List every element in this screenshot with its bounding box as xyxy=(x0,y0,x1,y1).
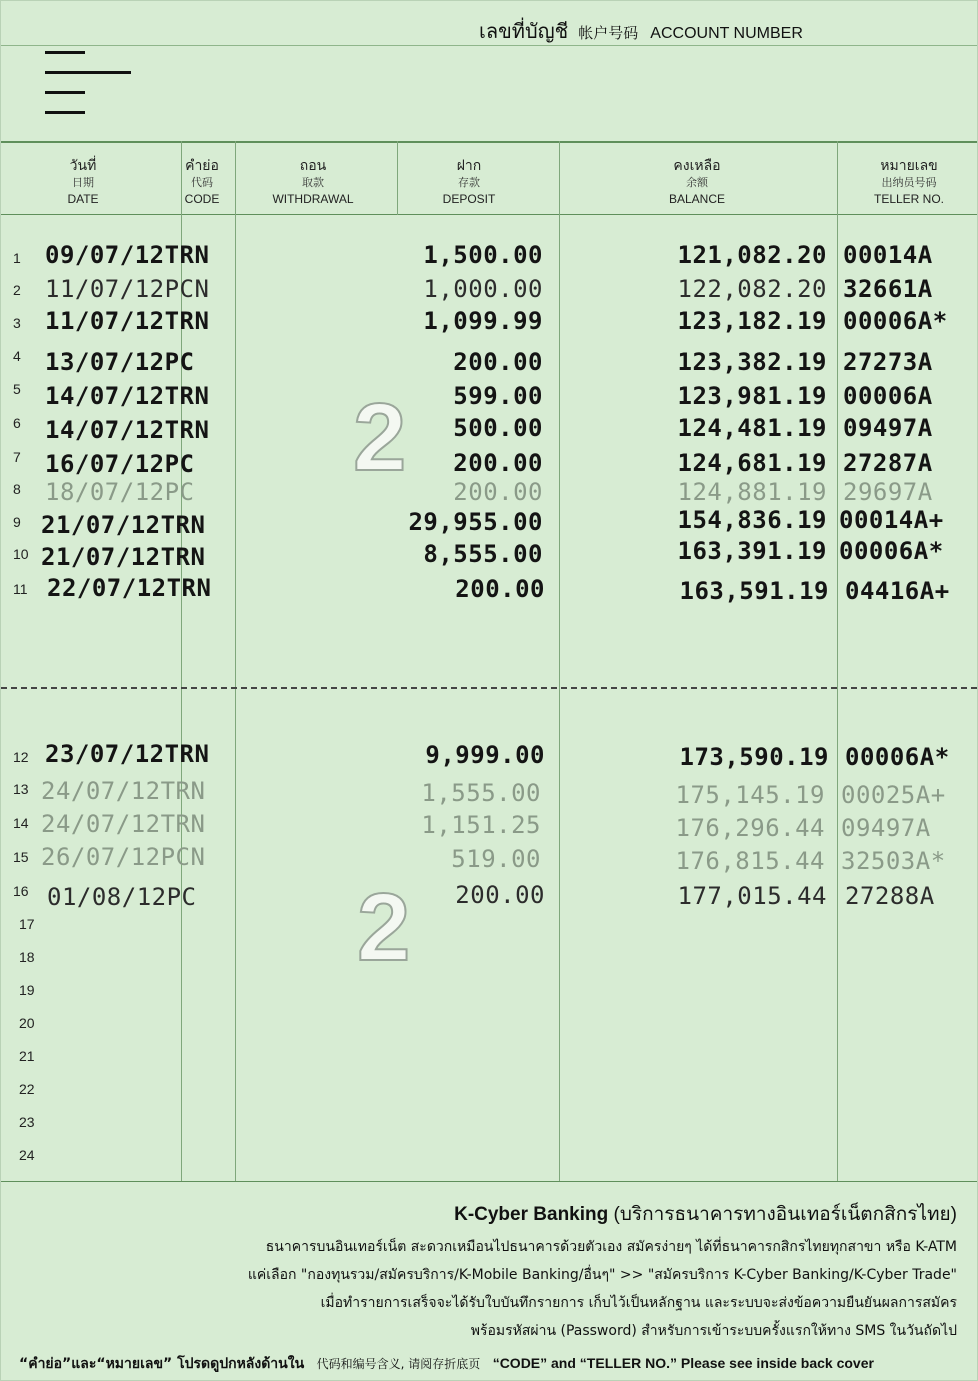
row-number: 7 xyxy=(13,449,21,465)
header-withdrawal-zh: 取款 xyxy=(302,177,324,189)
row-number: 10 xyxy=(13,546,29,562)
row-deposit: 8,555.00 xyxy=(423,540,543,568)
table-bottom-rule xyxy=(1,1181,977,1182)
row-teller: 04416A+ xyxy=(845,577,950,605)
row-teller: 00006A* xyxy=(843,307,948,335)
row-teller: 27288A xyxy=(845,882,935,910)
row-balance: 163,391.19 xyxy=(677,537,827,565)
header-deposit-zh: 存款 xyxy=(458,177,480,189)
bank-mark-icon xyxy=(45,51,135,121)
row-deposit: 1,555.00 xyxy=(421,779,541,807)
row-balance: 173,590.19 xyxy=(679,743,829,771)
row-date-code: 11/07/12TRN xyxy=(45,307,210,335)
row-balance: 123,981.19 xyxy=(677,382,827,410)
column-header-date xyxy=(53,157,113,207)
row-deposit: 200.00 xyxy=(453,478,543,506)
header-date-zh: 日期 xyxy=(72,177,94,189)
row-teller: 00025A+ xyxy=(841,781,946,809)
page-mark-bottom: 2 xyxy=(357,874,411,981)
row-balance: 124,681.19 xyxy=(677,449,827,477)
row-balance: 176,815.44 xyxy=(675,847,825,875)
empty-row-number: 17 xyxy=(19,916,35,932)
table-top-rule xyxy=(1,141,977,143)
row-date-code: 09/07/12TRN xyxy=(45,241,210,269)
row-deposit: 200.00 xyxy=(455,575,545,603)
row-date-code: 14/07/12TRN xyxy=(45,382,210,410)
row-balance: 177,015.44 xyxy=(677,882,827,910)
row-deposit: 500.00 xyxy=(453,414,543,442)
header-code-zh: 代码 xyxy=(191,177,213,189)
row-number: 8 xyxy=(13,481,21,497)
row-date-code: 11/07/12PCN xyxy=(45,275,210,303)
header-date-en: DATE xyxy=(67,192,99,206)
header-withdrawal-th: ถอน xyxy=(299,158,327,174)
account-label-th: เลขที่บัญชี xyxy=(479,19,569,43)
column-header-withdrawal xyxy=(251,157,375,207)
bottom-note-en: “CODE” and “TELLER NO.” Please see inside back cover xyxy=(492,1355,874,1371)
empty-row-number: 24 xyxy=(19,1147,35,1163)
row-teller: 32503A* xyxy=(841,847,946,875)
col-divider-withdrawal xyxy=(397,141,398,215)
account-number-label xyxy=(479,15,803,47)
row-balance: 176,296.44 xyxy=(675,814,825,842)
row-balance: 154,836.19 xyxy=(677,506,827,534)
footer-line: เมื่อทำรายการเสร็จจะได้รับใบบันทึกรายการ เก็บไว้เป็นหลักฐาน และระบบจะส่งข้อความยืนยันผลการสมัคร xyxy=(320,1295,957,1311)
footer-title-rest: (บริการธนาคารทางอินเทอร์เน็ตกสิกรไทย) xyxy=(613,1204,957,1225)
row-date-code: 13/07/12PC xyxy=(45,348,195,376)
row-number: 4 xyxy=(13,348,21,364)
row-balance: 123,182.19 xyxy=(677,307,827,335)
header-bottom-rule xyxy=(1,214,977,215)
row-teller: 27287A xyxy=(843,449,933,477)
row-number: 1 xyxy=(13,250,21,266)
row-deposit: 200.00 xyxy=(453,449,543,477)
row-number: 16 xyxy=(13,883,29,899)
row-deposit: 9,999.00 xyxy=(425,741,545,769)
row-date-code: 21/07/12TRN xyxy=(41,511,206,539)
column-header-code xyxy=(171,157,233,207)
empty-row-number: 23 xyxy=(19,1114,35,1130)
row-date-code: 16/07/12PC xyxy=(45,450,195,478)
col-divider-deposit xyxy=(559,141,560,1181)
footer-line: แค่เลือก "กองทุนรวม/สมัครบริการ/K-Mobile Banking/อื่นๆ" >> "สมัครบริการ K-Cyber Banking/K-Cyber Trade" xyxy=(247,1267,957,1283)
row-number: 12 xyxy=(13,749,29,765)
row-teller: 29697A xyxy=(843,478,933,506)
row-number: 2 xyxy=(13,282,21,298)
row-balance: 175,145.19 xyxy=(675,781,825,809)
header-balance-en: BALANCE xyxy=(668,192,726,206)
row-balance: 122,082.20 xyxy=(677,275,827,303)
empty-row-number: 22 xyxy=(19,1081,35,1097)
bottom-note xyxy=(19,1353,874,1375)
footer-title-bold: K-Cyber Banking xyxy=(454,1204,609,1225)
row-deposit: 200.00 xyxy=(455,881,545,909)
row-balance: 123,382.19 xyxy=(677,348,827,376)
row-teller: 00006A xyxy=(843,382,933,410)
header-teller-th: หมายเลข xyxy=(880,158,938,174)
header-code-th: คำย่อ xyxy=(185,158,219,174)
footer-line: พร้อมรหัสผ่าน (Password) สำหรับการเข้าระบบครั้งแรกให้ทาง SMS ในวันถัดไป xyxy=(470,1323,957,1339)
row-balance: 124,481.19 xyxy=(677,414,827,442)
row-date-code: 24/07/12TRN xyxy=(41,810,206,838)
footer-title xyxy=(454,1199,957,1229)
row-teller: 00014A xyxy=(843,241,933,269)
row-date-code: 26/07/12PCN xyxy=(41,843,206,871)
row-deposit: 200.00 xyxy=(453,348,543,376)
header-deposit-en: DEPOSIT xyxy=(442,192,496,206)
header-teller-en: TELLER NO. xyxy=(873,192,945,206)
header-balance-zh: 余额 xyxy=(686,177,708,189)
column-header-balance xyxy=(637,157,757,207)
row-date-code: 14/07/12TRN xyxy=(45,416,210,444)
footer-line: ธนาคารบนอินเทอร์เน็ต สะดวกเหมือนไปธนาคารด้วยตัวเอง สมัครง่ายๆ ได้ที่ธนาคารกสิกรไทยทุกสาขา หรือ K-ATM xyxy=(265,1239,957,1255)
row-number: 9 xyxy=(13,514,21,530)
column-header-teller xyxy=(841,157,977,207)
column-header-deposit xyxy=(411,157,527,207)
bottom-note-zh: 代码和编号含义, 请阅存折底页 xyxy=(316,1357,481,1371)
row-teller: 09497A xyxy=(841,814,931,842)
row-deposit: 1,500.00 xyxy=(423,241,543,269)
perforation-line xyxy=(1,687,977,689)
row-date-code: 18/07/12PC xyxy=(45,478,195,506)
row-teller: 00006A* xyxy=(845,743,950,771)
row-number: 3 xyxy=(13,315,21,331)
account-underline xyxy=(1,45,977,46)
row-deposit: 1,151.25 xyxy=(421,811,541,839)
row-balance: 124,881.19 xyxy=(677,478,827,506)
page-mark-top: 2 xyxy=(353,384,407,491)
empty-row-number: 18 xyxy=(19,949,35,965)
row-number: 11 xyxy=(13,581,28,597)
row-number: 6 xyxy=(13,415,21,431)
row-deposit: 1,099.99 xyxy=(423,307,543,335)
row-date-code: 21/07/12TRN xyxy=(41,543,206,571)
header-code-en: CODE xyxy=(184,192,220,206)
row-teller: 00014A+ xyxy=(839,506,944,534)
row-date-code: 23/07/12TRN xyxy=(45,740,210,768)
row-deposit: 29,955.00 xyxy=(408,508,543,536)
row-deposit: 1,000.00 xyxy=(423,275,543,303)
row-teller: 27273A xyxy=(843,348,933,376)
col-divider-code xyxy=(235,141,236,1181)
row-number: 5 xyxy=(13,381,21,397)
row-date-code: 24/07/12TRN xyxy=(41,777,206,805)
row-balance: 121,082.20 xyxy=(677,241,827,269)
row-deposit: 519.00 xyxy=(451,845,541,873)
account-label-zh: 帐户号码 xyxy=(578,24,639,42)
header-date-th: วันที่ xyxy=(69,158,97,174)
row-number: 14 xyxy=(13,815,29,831)
row-teller: 32661A xyxy=(843,275,933,303)
empty-row-number: 20 xyxy=(19,1015,35,1031)
row-balance: 163,591.19 xyxy=(679,577,829,605)
col-divider-balance xyxy=(837,141,838,1181)
row-date-code: 22/07/12TRN xyxy=(47,574,212,602)
header-deposit-th: ฝาก xyxy=(456,158,482,174)
account-label-en: ACCOUNT NUMBER xyxy=(650,25,803,42)
header-balance-th: คงเหลือ xyxy=(673,158,721,174)
header-teller-zh: 出纳员号码 xyxy=(881,177,937,189)
row-number: 15 xyxy=(13,849,29,865)
bottom-note-th: “คำย่อ”และ“หมายเลข” โปรดดูปกหลังด้านใน xyxy=(19,1356,305,1372)
header-withdrawal-en: WITHDRAWAL xyxy=(272,192,354,206)
row-teller: 09497A xyxy=(843,414,933,442)
row-deposit: 599.00 xyxy=(453,382,543,410)
row-date-code: 01/08/12PC xyxy=(47,883,197,911)
empty-row-number: 19 xyxy=(19,982,35,998)
row-number: 13 xyxy=(13,781,29,797)
empty-row-number: 21 xyxy=(19,1048,35,1064)
row-teller: 00006A* xyxy=(839,537,944,565)
